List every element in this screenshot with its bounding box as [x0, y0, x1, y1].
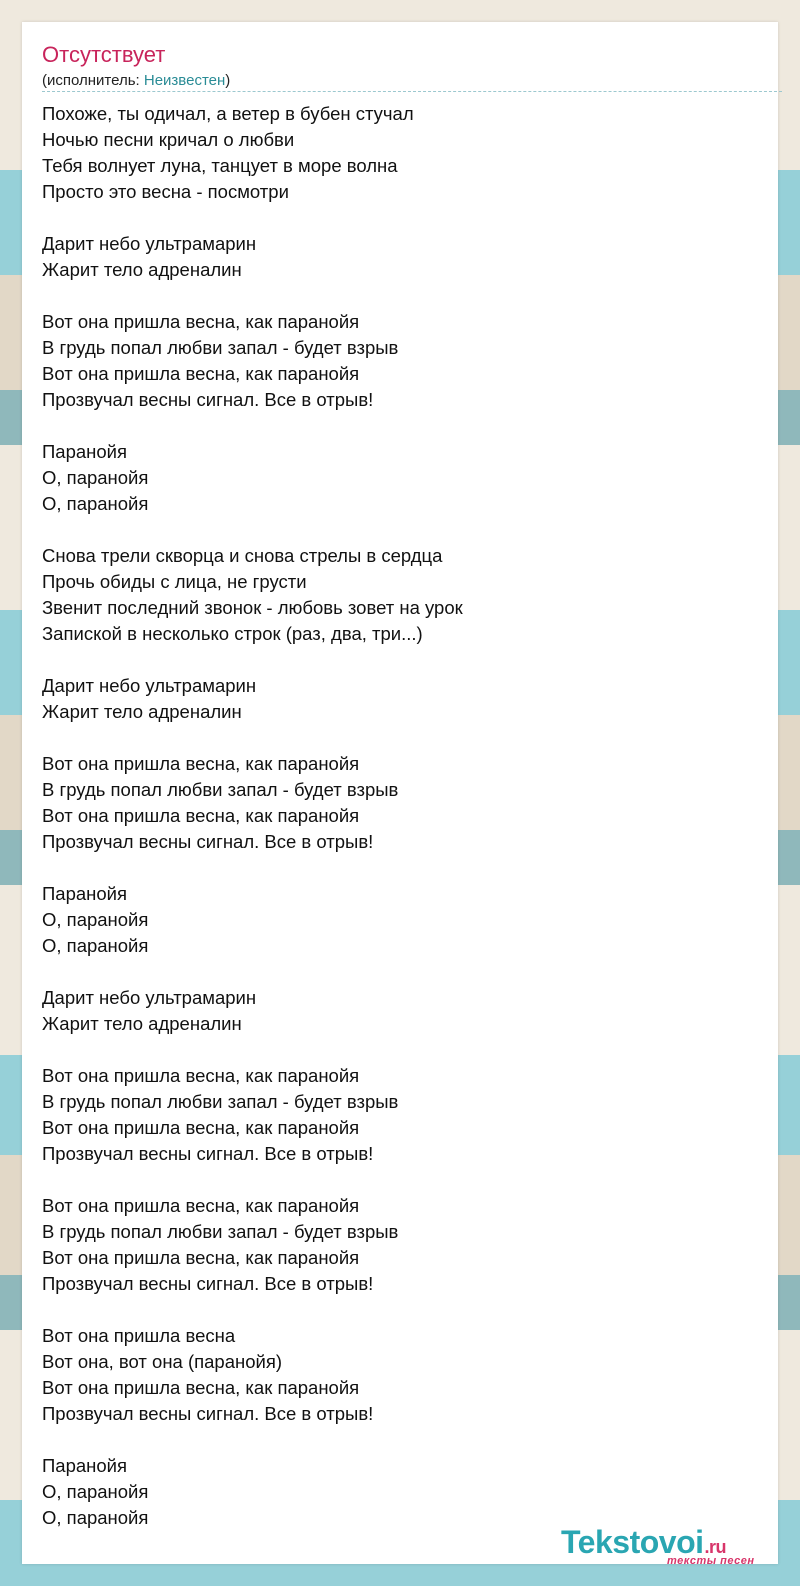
- lyric-line: Вот она пришла весна, как паранойя: [42, 1377, 360, 1398]
- lyric-line: Вот она пришла весна, как паранойя: [42, 1247, 360, 1268]
- lyric-line: Прочь обиды с лица, не грусти: [42, 571, 307, 592]
- lyric-blank-line: [42, 959, 762, 985]
- lyric-line: О, паранойя: [42, 1507, 149, 1528]
- lyric-line: Жарит тело адреналин: [42, 701, 242, 722]
- lyric-blank-line: [42, 1297, 762, 1323]
- lyric-line: Прозвучал весны сигнал. Все в отрыв!: [42, 831, 374, 852]
- lyric-line: О, паранойя: [42, 467, 149, 488]
- song-title: Отсутствует: [42, 42, 166, 67]
- lyric-line: О, паранойя: [42, 493, 149, 514]
- logo-tld: .ru: [704, 1537, 727, 1557]
- lyric-line: В грудь попал любви запал - будет взрыв: [42, 1221, 399, 1242]
- lyric-blank-line: [42, 205, 762, 231]
- lyric-line: О, паранойя: [42, 909, 149, 930]
- lyric-line: Дарит небо ультрамарин: [42, 675, 257, 696]
- lyric-line: В грудь попал любви запал - будет взрыв: [42, 1091, 399, 1112]
- lyric-line: Вот она пришла весна, как паранойя: [42, 805, 360, 826]
- lyric-line: В грудь попал любви запал - будет взрыв: [42, 779, 399, 800]
- lyric-line: О, паранойя: [42, 1481, 149, 1502]
- lyric-line: Прозвучал весны сигнал. Все в отрыв!: [42, 1403, 374, 1424]
- lyric-line: Вот она, вот она (паранойя): [42, 1351, 283, 1372]
- lyric-line: Вот она пришла весна, как паранойя: [42, 1195, 360, 1216]
- lyric-line: Вот она пришла весна, как паранойя: [42, 1065, 360, 1086]
- lyric-line: В грудь попал любви запал - будет взрыв: [42, 337, 399, 358]
- lyric-blank-line: [42, 1427, 762, 1453]
- lyric-line: Прозвучал весны сигнал. Все в отрыв!: [42, 1273, 374, 1294]
- lyric-line: Просто это весна - посмотри: [42, 181, 289, 202]
- lyric-line: Вот она пришла весна, как паранойя: [42, 363, 360, 384]
- lyric-line: Вот она пришла весна, как паранойя: [42, 753, 360, 774]
- artist-link[interactable]: Неизвестен: [143, 72, 226, 89]
- lyric-line: Вот она пришла весна, как паранойя: [42, 1117, 360, 1138]
- lyric-blank-line: [42, 517, 762, 543]
- artist-suffix: ): [225, 72, 231, 89]
- lyric-line: О, паранойя: [42, 935, 149, 956]
- lyrics-card: [22, 22, 778, 1567]
- lyric-line: Снова трели скворца и снова стрелы в сердца: [42, 545, 443, 566]
- lyric-line: Вот она пришла весна, как паранойя: [42, 311, 360, 332]
- lyric-blank-line: [42, 647, 762, 673]
- lyric-line: Запиской в несколько строк (раз, два, три...): [42, 623, 423, 644]
- lyric-blank-line: [42, 725, 762, 751]
- lyric-blank-line: [42, 283, 762, 309]
- lyric-line: Звенит последний звонок - любовь зовет на урок: [42, 597, 463, 618]
- lyric-blank-line: [42, 1037, 762, 1063]
- lyric-line: Паранойя: [42, 1455, 128, 1476]
- site-logo[interactable]: [561, 1524, 771, 1568]
- lyric-blank-line: [42, 1167, 762, 1193]
- lyric-line: Жарит тело адреналин: [42, 1013, 242, 1034]
- lyric-blank-line: [42, 855, 762, 881]
- artist-prefix: (исполнитель:: [42, 72, 144, 89]
- lyric-line: Тебя волнует луна, танцует в море волна: [42, 155, 398, 176]
- lyric-line: Прозвучал весны сигнал. Все в отрыв!: [42, 1143, 374, 1164]
- lyric-line: Жарит тело адреналин: [42, 259, 242, 280]
- lyric-line: Прозвучал весны сигнал. Все в отрыв!: [42, 389, 374, 410]
- lyric-line: Паранойя: [42, 883, 128, 904]
- lyric-line: Похоже, ты одичал, а ветер в бубен стучал: [42, 103, 414, 124]
- lyric-line: Дарит небо ультрамарин: [42, 987, 257, 1008]
- lyric-line: Дарит небо ультрамарин: [42, 233, 257, 254]
- artist-line: [42, 72, 230, 89]
- title-divider: [42, 91, 782, 92]
- lyric-blank-line: [42, 413, 762, 439]
- logo-tagline: тексты песен: [667, 1555, 755, 1567]
- lyric-line: Ночью песни кричал о любви: [42, 129, 295, 150]
- lyrics-text: [42, 101, 762, 1531]
- lyric-line: Паранойя: [42, 441, 128, 462]
- lyric-line: Вот она пришла весна: [42, 1325, 236, 1346]
- logo-main-text: Tekstovoi: [561, 1524, 704, 1560]
